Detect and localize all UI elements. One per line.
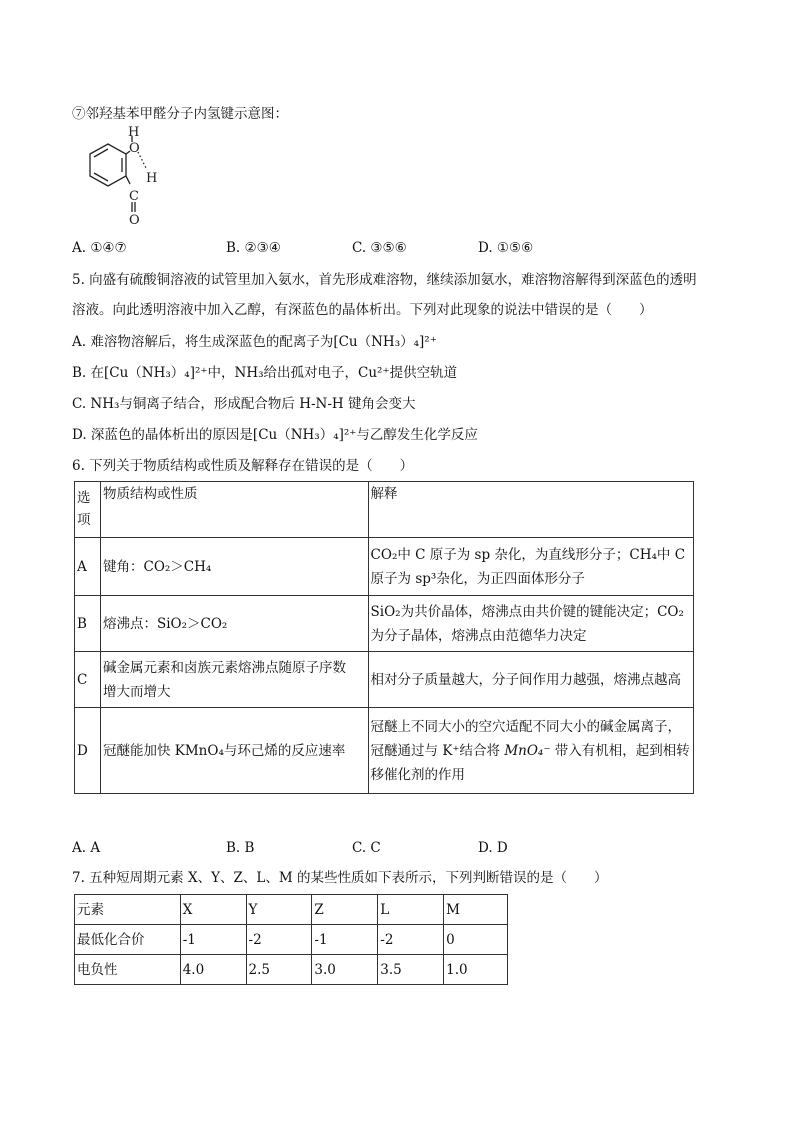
q6-table [74,481,694,794]
q7-cell: 3.0 [312,955,378,985]
q7-cell: -2 [246,925,312,955]
row-c-property [100,652,368,708]
row-c-option: C [75,652,101,708]
q7-col-z: Z [312,895,378,925]
q6-option-c[interactable]: C. C [352,840,381,856]
label-h-mid: H [146,171,158,186]
benzene-ring [90,144,126,186]
q6-row-d [75,708,694,794]
q5-stem-line1: 5. 向盛有硫酸铜溶液的试管里加入氨水，首先形成难溶物，继续添加氨水，难溶物溶解得到深蓝色的透明 [72,272,697,288]
row-a-explanation-line2: 原子为 sp³杂化，为正四面体形分子 [370,570,585,587]
header-option: 选项 [75,482,101,538]
q6-option-a[interactable]: A. A [72,840,101,856]
q6-row-a [75,538,694,596]
q7-cell: 1.0 [444,955,508,985]
q6-row-c [75,652,694,708]
q7-cell: 2.5 [246,955,312,985]
q7-header-row [75,895,508,925]
q7-cell: -1 [312,925,378,955]
mno4-formula: MnO₄⁻ [504,742,551,759]
row-b-explanation-line2: 为分子晶体，熔沸点由范德华力决定 [370,627,587,644]
q7-cell: -2 [378,925,444,955]
q7-cell: 电负性 [75,955,181,985]
row-a-option: A [75,538,101,596]
q6-stem: 6. 下列关于物质结构或性质及解释存在错误的是（ ） [72,458,414,474]
label-o-bottom: O [129,213,140,224]
row-b-option: B [75,596,101,652]
row-c-explanation: 相对分子质量越大，分子间作用力越强，熔沸点越高 [368,652,693,708]
row-d-property: 冠醚能加快 KMnO₄与环己烯的反应速率 [100,708,368,794]
q5-option-d[interactable]: D. 深蓝色的晶体析出的原因是[Cu（NH₃）₄]²⁺与乙醇发生化学反应 [72,427,478,443]
q7-col-y: Y [246,895,312,925]
q7-col-m: M [444,895,508,925]
row-a-explanation-line1: CO₂中 C 原子为 sp 杂化，为直线形分子；CH₄中 C [370,546,686,563]
q7-stem: 7. 五种短周期元素 X、Y、Z、L、M 的某些性质如下表所示，下列判断错误的是（ ） [72,870,608,886]
q5-option-b[interactable]: B. 在[Cu（NH₃）₄]²⁺中，NH₃给出孤对电子，Cu²⁺提供空轨道 [72,365,458,381]
row-a-explanation [368,538,693,596]
row-b-explanation [368,596,693,652]
q5-option-c[interactable]: C. NH₃与铜离子结合，形成配合物后 H-N-H 键角会变大 [72,396,416,412]
q7-col-x: X [180,895,246,925]
q4-option-d[interactable]: D. ①⑤⑥ [478,240,534,256]
q7-row-valence [75,925,508,955]
q7-cell: 4.0 [180,955,246,985]
row-c-property-line2: 增大而增大 [102,683,171,700]
row-b-explanation-line1: SiO₂为共价晶体，熔沸点由共价键的键能决定；CO₂ [370,603,684,620]
row-c-property-line1: 碱金属元素和卤族元素熔沸点随原子序数 [102,659,346,676]
label-h-top: H [128,125,140,140]
row-d-explanation-line1: 冠醚上不同大小的空穴适配不同大小的碱金属离子， [370,718,682,735]
q4-option-b[interactable]: B. ②③④ [226,240,281,256]
row-b-property: 熔沸点：SiO₂＞CO₂ [100,596,368,652]
q7-cell: 最低化合价 [75,925,181,955]
q4-option-a[interactable]: A. ①④⑦ [72,240,127,256]
q7-col-l: L [378,895,444,925]
q7-row-electronegativity [75,955,508,985]
row-d-explanation [368,708,693,794]
q6-option-b[interactable]: B. B [226,840,255,856]
q6-row-b [75,596,694,652]
header-explanation: 解释 [368,482,693,538]
row-d-explanation-line3: 移催化剂的作用 [370,766,466,783]
header-property: 物质结构或性质 [100,482,368,538]
label-c: C [129,189,139,204]
q7-cell: 0 [444,925,508,955]
q7-cell: -1 [180,925,246,955]
q4-option-c[interactable]: C. ③⑤⑥ [352,240,407,256]
row-a-property: 键角：CO₂＞CH₄ [100,538,368,596]
label-o-top: O [129,141,140,156]
row-d-explanation-line2: 冠醚通过与 K⁺结合将 MnO₄⁻ 带入有机相，起到相转 [370,742,690,759]
q7-table [74,894,508,985]
q4-item7-text: ⑦邻羟基苯甲醛分子内氢键示意图： [72,106,288,122]
q5-option-a[interactable]: A. 难溶物溶解后，将生成深蓝色的配离子为[Cu（NH₃）₄]²⁺ [72,334,437,350]
q7-col-element: 元素 [75,895,181,925]
salicylaldehyde-structure [68,124,188,224]
q6-header-row [75,482,694,538]
q5-stem-line2: 溶液。向此透明溶液中加入乙醇，有深蓝色的晶体析出。下列对此现象的说法中错误的是（ ） [72,302,653,318]
q6-option-d[interactable]: D. D [478,840,508,856]
q7-cell: 3.5 [378,955,444,985]
row-d-option: D [75,708,101,794]
